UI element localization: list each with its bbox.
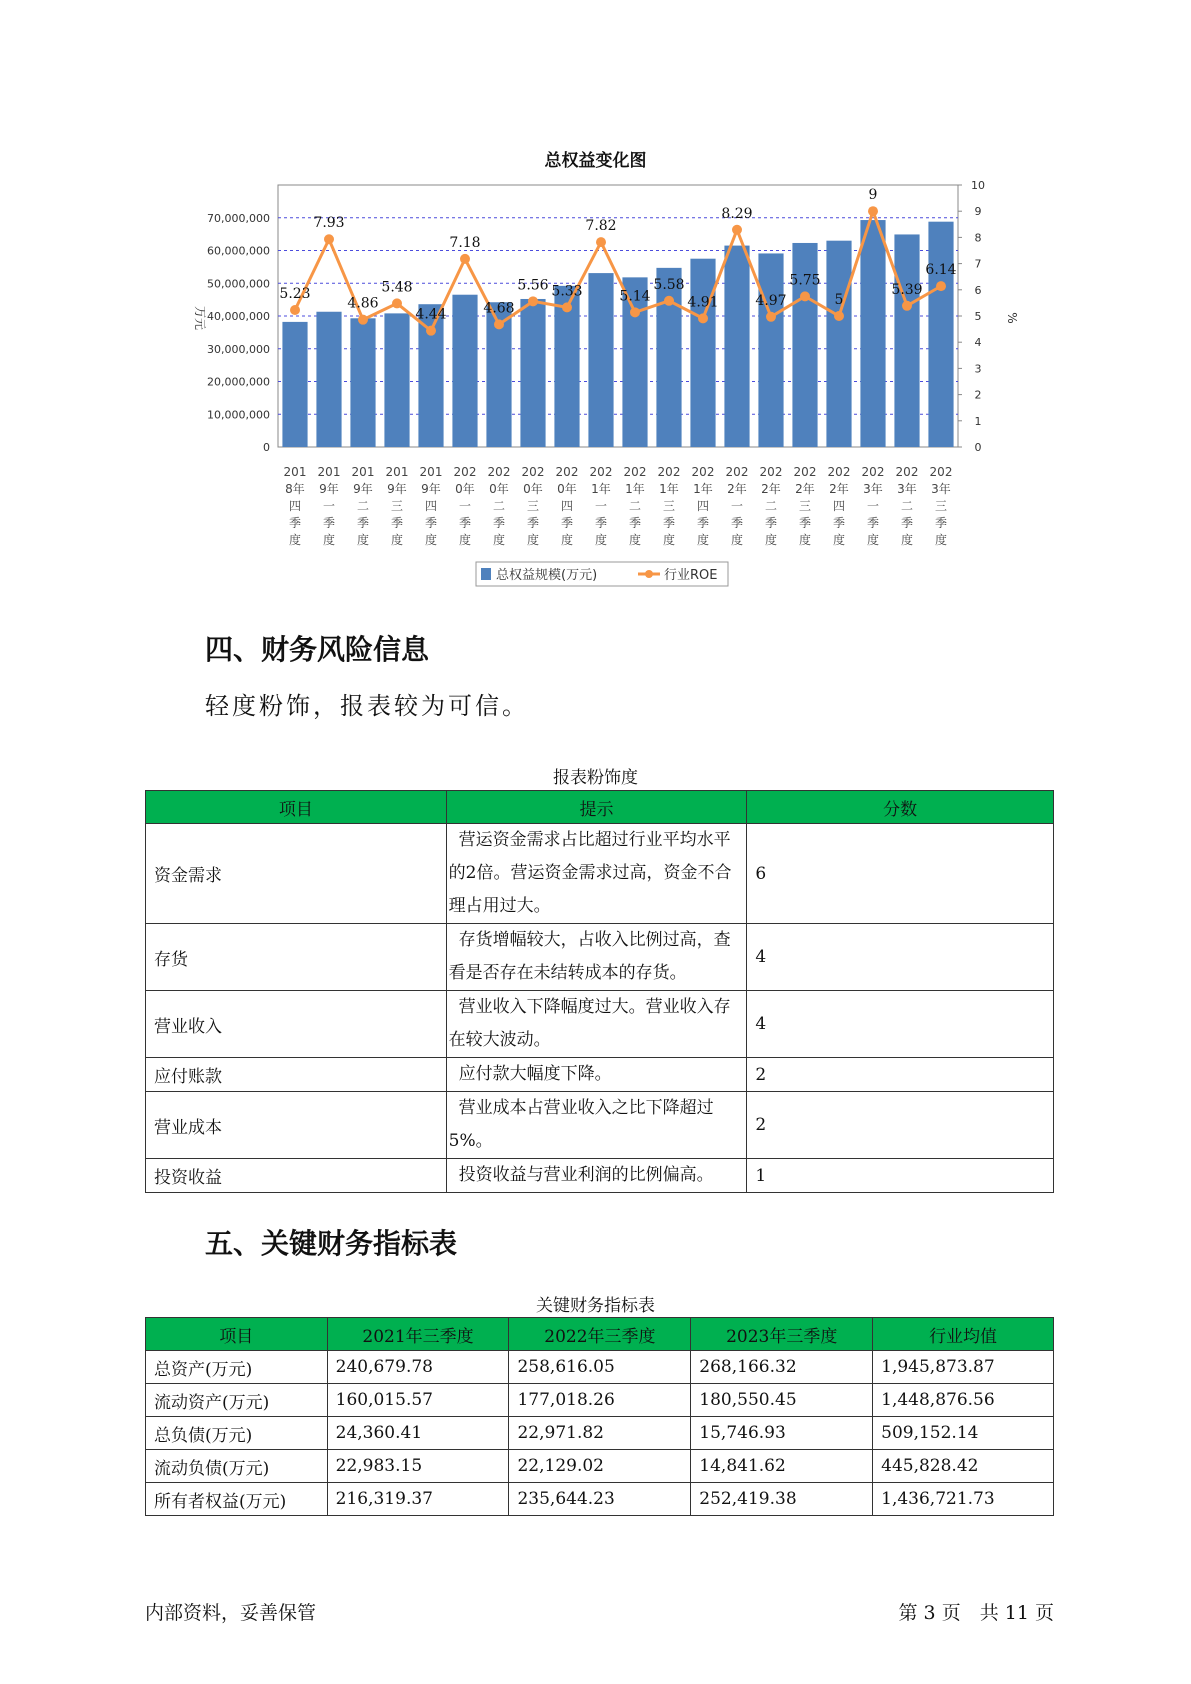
key-cell: 流动资产(万元) — [146, 1384, 328, 1417]
risk-table-caption: 报表粉饰度 — [553, 768, 638, 788]
y-tick-label: 30,000,000 — [207, 342, 270, 356]
x-tick-label: 202 — [691, 465, 715, 479]
legend-bar-label: 总权益规模(万元) — [496, 568, 598, 583]
x-tick-label: 二 — [900, 499, 914, 513]
y2-tick-label: 8 — [974, 231, 982, 245]
roe-data-label: 4.91 — [687, 294, 719, 311]
risk-score: 4 — [747, 991, 1054, 1058]
x-tick-label: 9年 — [353, 482, 373, 496]
risk-header-score: 分数 — [747, 791, 1054, 824]
footer-page-number — [898, 1598, 1054, 1625]
roe-data-label: 5.56 — [517, 277, 549, 294]
x-tick-label: 度 — [390, 533, 404, 547]
risk-hint: 存货增幅较大，占收入比例过高，查看是否存在未结转成本的存货。 — [446, 924, 747, 991]
key-cell: 1,945,873.87 — [873, 1351, 1054, 1384]
key-cell: 1,436,721.73 — [873, 1483, 1054, 1516]
key-cell: 22,983.15 — [327, 1450, 509, 1483]
risk-hint: 应付款大幅度下降。 — [446, 1058, 747, 1092]
roe-data-label: 6.14 — [925, 262, 957, 279]
bar — [282, 322, 307, 447]
x-tick-label: 1年 — [625, 482, 645, 496]
key-cell: 240,679.78 — [327, 1351, 509, 1384]
x-tick-label: 9年 — [319, 482, 339, 496]
roe-data-label: 8.29 — [721, 205, 753, 222]
page-suffix: 页 — [1034, 1602, 1054, 1624]
key-cell: 流动负债(万元) — [146, 1450, 328, 1483]
risk-item: 营业成本 — [146, 1092, 447, 1159]
x-tick-label: 季 — [322, 516, 336, 530]
bar — [758, 253, 783, 447]
roe-point — [528, 296, 538, 306]
y-tick-label: 70,000,000 — [207, 211, 270, 225]
x-tick-label: 0年 — [455, 482, 475, 496]
table-row — [146, 1417, 1054, 1450]
bar — [860, 220, 885, 447]
risk-header-item: 项目 — [146, 791, 447, 824]
roe-data-label: 7.93 — [313, 215, 345, 232]
x-tick-label: 一 — [866, 499, 880, 513]
table-row — [146, 1092, 1054, 1159]
y2-tick-label: 2 — [974, 388, 982, 402]
x-tick-label: 度 — [934, 533, 948, 547]
x-tick-label: 201 — [419, 465, 443, 479]
x-tick-label: 季 — [662, 516, 676, 530]
roe-point — [936, 281, 946, 291]
x-tick-label: 度 — [628, 533, 642, 547]
section4-summary: 轻度粉饰，报表较为可信。 — [205, 692, 529, 720]
key-header-2021: 2021年三季度 — [327, 1318, 509, 1351]
roe-point — [426, 326, 436, 336]
key-header-item: 项目 — [146, 1318, 328, 1351]
table-row — [146, 824, 1054, 924]
key-table-header-row — [146, 1318, 1054, 1351]
x-tick-label: 度 — [322, 533, 336, 547]
bar — [350, 318, 375, 447]
key-cell: 252,419.38 — [691, 1483, 873, 1516]
bar — [316, 312, 341, 447]
key-cell: 180,550.45 — [691, 1384, 873, 1417]
x-tick-label: 度 — [560, 533, 574, 547]
x-tick-label: 度 — [730, 533, 744, 547]
x-tick-label: 度 — [900, 533, 914, 547]
x-tick-label: 度 — [356, 533, 370, 547]
x-tick-label: 度 — [662, 533, 676, 547]
x-tick-label: 201 — [283, 465, 307, 479]
x-tick-label: 0年 — [489, 482, 509, 496]
risk-item: 存货 — [146, 924, 447, 991]
x-tick-label: 2年 — [829, 482, 849, 496]
x-tick-label: 202 — [929, 465, 953, 479]
risk-item: 应付账款 — [146, 1058, 447, 1092]
roe-point — [290, 305, 300, 315]
page-current: 3 — [923, 1602, 936, 1624]
y-tick-label: 10,000,000 — [207, 408, 270, 422]
y2-tick-label: 9 — [974, 205, 982, 219]
key-cell: 268,166.32 — [691, 1351, 873, 1384]
x-tick-label: 季 — [356, 516, 370, 530]
equity-chart — [0, 0, 1191, 600]
x-tick-label: 季 — [560, 516, 574, 530]
key-financial-table — [145, 1317, 1054, 1516]
x-tick-label: 202 — [487, 465, 511, 479]
section5-heading: 五、关键财务指标表 — [205, 1227, 458, 1260]
table-row — [146, 1450, 1054, 1483]
key-cell: 总负债(万元) — [146, 1417, 328, 1450]
x-tick-label: 季 — [424, 516, 438, 530]
x-tick-label: 1年 — [591, 482, 611, 496]
roe-data-label: 5.58 — [653, 276, 685, 293]
roe-data-label: 5.75 — [789, 272, 821, 289]
bar — [452, 295, 477, 447]
roe-point — [392, 298, 402, 308]
y2-tick-label: 3 — [974, 362, 982, 376]
x-tick-label: 三 — [526, 499, 540, 513]
x-tick-label: 季 — [764, 516, 778, 530]
key-header-2023: 2023年三季度 — [691, 1318, 873, 1351]
x-tick-label: 度 — [764, 533, 778, 547]
x-tick-label: 四 — [560, 499, 574, 513]
x-tick-label: 季 — [492, 516, 506, 530]
legend-line-marker — [645, 570, 653, 578]
key-cell: 235,644.23 — [509, 1483, 691, 1516]
x-tick-label: 202 — [895, 465, 919, 479]
risk-item: 投资收益 — [146, 1159, 447, 1193]
key-cell: 1,448,876.56 — [873, 1384, 1054, 1417]
key-cell: 22,129.02 — [509, 1450, 691, 1483]
key-cell: 509,152.14 — [873, 1417, 1054, 1450]
y2-tick-label: 0 — [974, 441, 982, 454]
x-tick-label: 3年 — [897, 482, 917, 496]
x-tick-label: 1年 — [693, 482, 713, 496]
roe-data-label: 5.48 — [381, 279, 413, 296]
y-tick-label: 60,000,000 — [207, 244, 270, 258]
x-tick-label: 二 — [492, 499, 506, 513]
x-tick-label: 季 — [696, 516, 710, 530]
y2-tick-label: 10 — [971, 179, 985, 192]
bar — [418, 304, 443, 447]
risk-hint: 营业成本占营业收入之比下降超过5%。 — [446, 1092, 747, 1159]
roe-point — [494, 319, 504, 329]
key-cell: 所有者权益(万元) — [146, 1483, 328, 1516]
bar — [384, 313, 409, 447]
key-cell: 177,018.26 — [509, 1384, 691, 1417]
x-tick-label: 度 — [594, 533, 608, 547]
x-tick-label: 202 — [793, 465, 817, 479]
table-row — [146, 1058, 1054, 1092]
bar — [656, 268, 681, 447]
y2-tick-label: 1 — [974, 414, 982, 428]
bar — [894, 234, 919, 447]
roe-point — [800, 291, 810, 301]
risk-hint: 营运资金需求占比超过行业平均水平的2倍。营运资金需求过高，资金不合理占用过大。 — [446, 824, 747, 924]
key-table-caption: 关键财务指标表 — [536, 1296, 655, 1316]
legend-bar-swatch — [481, 568, 491, 580]
key-cell: 160,015.57 — [327, 1384, 509, 1417]
x-tick-label: 202 — [589, 465, 613, 479]
roe-data-label: 4.86 — [347, 295, 379, 312]
x-tick-label: 季 — [458, 516, 472, 530]
roe-data-label: 7.82 — [585, 218, 617, 235]
key-cell: 445,828.42 — [873, 1450, 1054, 1483]
roe-point — [698, 313, 708, 323]
roe-point — [596, 237, 606, 247]
table-row — [146, 1159, 1054, 1193]
key-cell: 258,616.05 — [509, 1351, 691, 1384]
x-tick-label: 季 — [526, 516, 540, 530]
x-tick-label: 202 — [827, 465, 851, 479]
x-tick-label: 201 — [385, 465, 409, 479]
x-tick-label: 202 — [759, 465, 783, 479]
risk-score: 4 — [747, 924, 1054, 991]
x-tick-label: 度 — [424, 533, 438, 547]
y2-tick-label: 4 — [974, 336, 982, 350]
risk-table — [145, 790, 1054, 1193]
roe-data-label: 7.18 — [449, 234, 481, 251]
x-tick-label: 季 — [934, 516, 948, 530]
roe-data-label: 5.39 — [891, 281, 923, 298]
x-tick-label: 季 — [798, 516, 812, 530]
x-tick-label: 度 — [526, 533, 540, 547]
x-tick-label: 2年 — [761, 482, 781, 496]
x-tick-label: 202 — [623, 465, 647, 479]
x-tick-label: 二 — [628, 499, 642, 513]
roe-data-label: 4.97 — [755, 292, 787, 309]
roe-point — [562, 302, 572, 312]
page-mid: 页 共 — [941, 1602, 999, 1624]
x-tick-label: 度 — [832, 533, 846, 547]
x-tick-label: 201 — [351, 465, 375, 479]
roe-point — [732, 225, 742, 235]
x-tick-label: 202 — [725, 465, 749, 479]
table-row — [146, 1384, 1054, 1417]
key-cell: 总资产(万元) — [146, 1351, 328, 1384]
bar — [520, 299, 545, 447]
x-tick-label: 2年 — [727, 482, 747, 496]
roe-point — [766, 312, 776, 322]
key-cell: 14,841.62 — [691, 1450, 873, 1483]
roe-data-label: 4.44 — [415, 306, 447, 323]
roe-point — [358, 315, 368, 325]
table-row — [146, 924, 1054, 991]
x-tick-label: 四 — [288, 499, 302, 513]
x-tick-label: 9年 — [387, 482, 407, 496]
risk-header-hint: 提示 — [446, 791, 747, 824]
x-tick-label: 度 — [288, 533, 302, 547]
roe-point — [868, 206, 878, 216]
x-tick-label: 二 — [356, 499, 370, 513]
x-tick-label: 季 — [866, 516, 880, 530]
x-tick-label: 202 — [861, 465, 885, 479]
x-tick-label: 一 — [458, 499, 472, 513]
key-cell: 24,360.41 — [327, 1417, 509, 1450]
x-tick-label: 一 — [730, 499, 744, 513]
roe-data-label: 5 — [834, 292, 844, 308]
x-tick-label: 0年 — [523, 482, 543, 496]
x-tick-label: 三 — [798, 499, 812, 513]
roe-point — [630, 307, 640, 317]
risk-item: 营业收入 — [146, 991, 447, 1058]
x-tick-label: 8年 — [285, 482, 305, 496]
x-tick-label: 一 — [322, 499, 336, 513]
x-tick-label: 季 — [900, 516, 914, 530]
x-tick-label: 度 — [866, 533, 880, 547]
x-tick-label: 202 — [657, 465, 681, 479]
x-tick-label: 度 — [458, 533, 472, 547]
x-tick-label: 202 — [521, 465, 545, 479]
key-cell: 15,746.93 — [691, 1417, 873, 1450]
x-tick-label: 201 — [317, 465, 341, 479]
table-row — [146, 1351, 1054, 1384]
x-tick-label: 202 — [555, 465, 579, 479]
table-row — [146, 991, 1054, 1058]
x-tick-label: 季 — [288, 516, 302, 530]
y-tick-label: 0 — [263, 441, 270, 454]
y-tick-label: 20,000,000 — [207, 375, 270, 389]
x-tick-label: 季 — [594, 516, 608, 530]
x-tick-label: 季 — [628, 516, 642, 530]
x-tick-label: 三 — [662, 499, 676, 513]
roe-data-label: 9 — [868, 187, 878, 204]
y2-tick-label: 5 — [974, 310, 982, 323]
y-axis-title: 万元 — [193, 305, 207, 331]
legend-line-label: 行业ROE — [664, 568, 718, 583]
roe-data-label: 5.33 — [551, 283, 583, 300]
x-tick-label: 2年 — [795, 482, 815, 496]
x-tick-label: 3年 — [931, 482, 951, 496]
x-tick-label: 1年 — [659, 482, 679, 496]
risk-score: 2 — [747, 1092, 1054, 1159]
risk-score: 6 — [747, 824, 1054, 924]
x-tick-label: 三 — [934, 499, 948, 513]
bar — [588, 273, 613, 447]
key-header-industry: 行业均值 — [873, 1318, 1054, 1351]
roe-data-label: 5.14 — [619, 288, 651, 305]
x-tick-label: 季 — [390, 516, 404, 530]
x-tick-label: 四 — [696, 499, 710, 513]
x-tick-label: 3年 — [863, 482, 883, 496]
y2-tick-label: 7 — [974, 257, 982, 271]
x-tick-label: 四 — [832, 499, 846, 513]
roe-point — [460, 254, 470, 264]
y-tick-label: 50,000,000 — [207, 277, 270, 291]
x-tick-label: 202 — [453, 465, 477, 479]
roe-data-label: 4.68 — [483, 300, 515, 317]
risk-hint: 营业收入下降幅度过大。营业收入存在较大波动。 — [446, 991, 747, 1058]
bar — [826, 241, 851, 447]
risk-item: 资金需求 — [146, 824, 447, 924]
key-cell: 216,319.37 — [327, 1483, 509, 1516]
roe-point — [834, 311, 844, 321]
bar — [690, 259, 715, 447]
key-cell: 22,971.82 — [509, 1417, 691, 1450]
roe-point — [324, 234, 334, 244]
x-tick-label: 度 — [798, 533, 812, 547]
bar — [928, 222, 953, 447]
x-tick-label: 四 — [424, 499, 438, 513]
page-total: 11 — [1004, 1602, 1029, 1624]
page-prefix: 第 — [898, 1602, 918, 1624]
x-tick-label: 二 — [764, 499, 778, 513]
y2-tick-label: 6 — [974, 283, 982, 297]
bar — [724, 246, 749, 447]
roe-point — [902, 301, 912, 311]
roe-point — [664, 296, 674, 306]
x-tick-label: 季 — [730, 516, 744, 530]
x-tick-label: 季 — [832, 516, 846, 530]
y2-axis-title: % — [1005, 312, 1019, 324]
risk-score: 1 — [747, 1159, 1054, 1193]
x-tick-label: 度 — [696, 533, 710, 547]
section4-heading: 四、财务风险信息 — [205, 633, 430, 666]
footer-confidential: 内部资料，妥善保管 — [145, 1602, 317, 1624]
x-tick-label: 三 — [390, 499, 404, 513]
x-tick-label: 0年 — [557, 482, 577, 496]
risk-hint: 投资收益与营业利润的比例偏高。 — [446, 1159, 747, 1193]
key-header-2022: 2022年三季度 — [509, 1318, 691, 1351]
table-row — [146, 1483, 1054, 1516]
x-tick-label: 一 — [594, 499, 608, 513]
y-tick-label: 40,000,000 — [207, 310, 270, 323]
x-tick-label: 9年 — [421, 482, 441, 496]
roe-data-label: 5.23 — [279, 285, 311, 302]
risk-table-header-row — [146, 791, 1054, 824]
risk-score: 2 — [747, 1058, 1054, 1092]
chart-title: 总权益变化图 — [544, 151, 647, 171]
x-tick-label: 度 — [492, 533, 506, 547]
